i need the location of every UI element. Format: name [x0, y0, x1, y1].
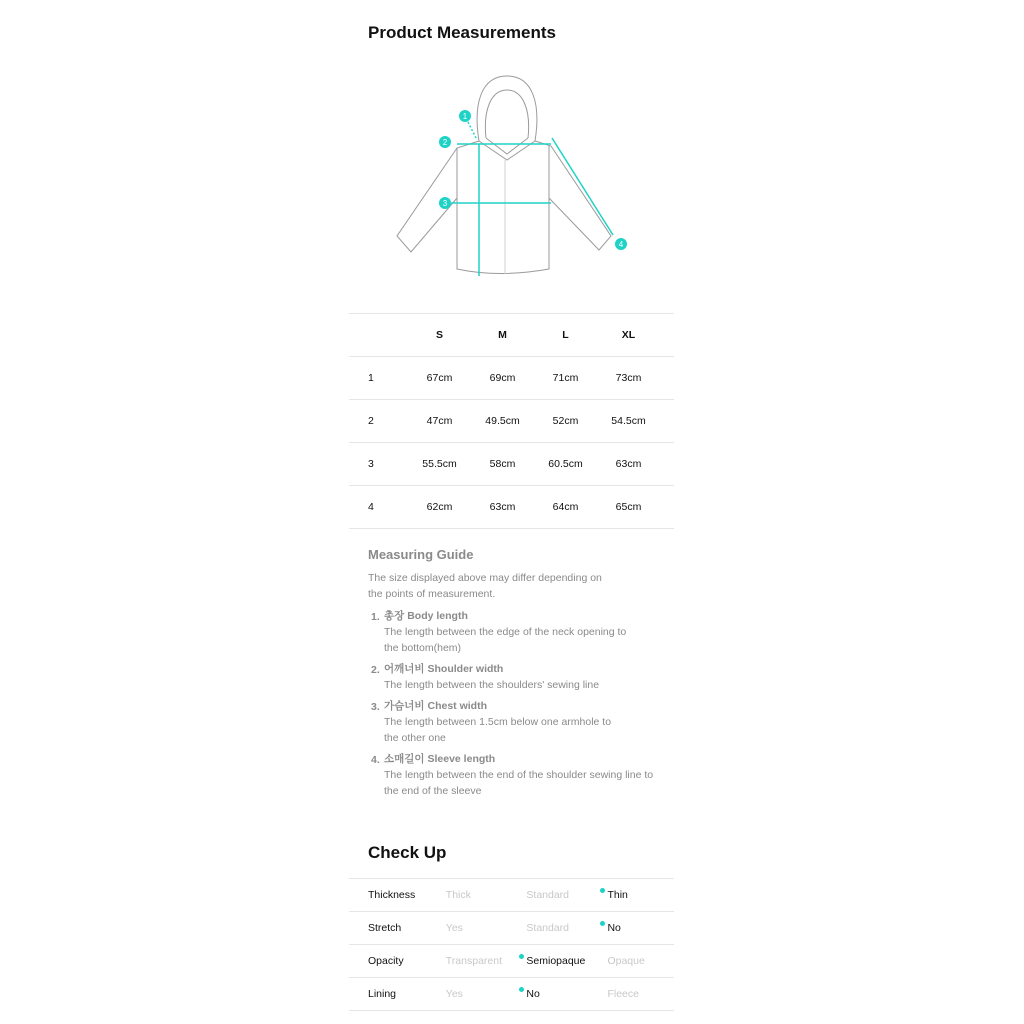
option-text: Yes: [445, 922, 463, 934]
checkup-label: Stretch: [349, 912, 439, 945]
table-cell: 52cm: [534, 400, 597, 443]
checkup-option: [519, 879, 600, 912]
list-item: [368, 752, 668, 799]
table-cell: 55.5cm: [408, 443, 471, 486]
checkup-option: [439, 879, 520, 912]
measure-markers: [439, 110, 627, 250]
marker-3-label: 3: [442, 199, 448, 208]
table-cell: 54.5cm: [597, 400, 660, 443]
guide-item-label: 총장 Body length: [384, 610, 468, 622]
guide-item-label: 소매길이 Sleeve length: [384, 753, 496, 765]
table-pad: [660, 400, 674, 443]
sleeve-length-line: [552, 138, 613, 235]
table-row: [349, 945, 674, 978]
measuring-guide: [368, 547, 668, 805]
marker-4-label: 4: [618, 240, 624, 249]
option-text: Transparent: [445, 955, 503, 967]
table-cell: 47cm: [408, 400, 471, 443]
table-cell: 65cm: [597, 486, 660, 529]
header-pad: [660, 314, 674, 357]
option-text: Standard: [526, 889, 570, 901]
size-table: [349, 313, 674, 529]
option-text: Yes: [445, 988, 463, 1000]
header-size-m: M: [471, 314, 534, 357]
guide-item-number: 2.: [371, 664, 380, 676]
option-text: No: [526, 988, 540, 1000]
option-text: Opaque: [607, 955, 645, 967]
table-cell: 62cm: [408, 486, 471, 529]
option-text: Fleece: [607, 988, 639, 1000]
jacket-outline: [397, 76, 611, 274]
checkup-option: [600, 978, 674, 1011]
jacket-diagram: [389, 64, 639, 294]
guide-item-desc: The length between the edge of the neck opening to the bottom(hem): [384, 626, 627, 654]
guide-item-number: 1.: [371, 611, 380, 623]
option-text: Semiopaque: [526, 955, 586, 967]
list-item: [368, 662, 668, 693]
list-item: [368, 699, 668, 746]
guide-title: Measuring Guide: [368, 547, 474, 562]
marker-1-label: 1: [462, 112, 468, 121]
table-row: [349, 357, 674, 400]
table-cell: 71cm: [534, 357, 597, 400]
row-label: 4: [349, 486, 408, 529]
checkup-option: [600, 879, 674, 912]
checkup-label: Lining: [349, 978, 439, 1011]
selected-dot-icon: [519, 987, 524, 992]
table-cell: 49.5cm: [471, 400, 534, 443]
header-size-s: S: [408, 314, 471, 357]
guide-intro: The size displayed above may differ depending on the points of measurement.: [368, 572, 602, 600]
option-text: Standard: [526, 922, 570, 934]
guide-item-desc: The length between the shoulders' sewing line: [384, 679, 600, 691]
checkup-option: [519, 912, 600, 945]
table-pad: [660, 486, 674, 529]
marker-2-label: 2: [442, 138, 448, 147]
size-header-row: [349, 314, 674, 357]
checkup-option: [519, 945, 600, 978]
guide-item-desc: The length between 1.5cm below one armhole to the other one: [384, 716, 612, 744]
header-blank: [349, 314, 408, 357]
header-size-l: L: [534, 314, 597, 357]
measure-lines: [451, 122, 613, 276]
checkup-title: Check Up: [368, 843, 447, 862]
guide-item-number: 4.: [371, 754, 380, 766]
table-cell: 63cm: [471, 486, 534, 529]
checkup-option: [519, 978, 600, 1011]
guide-item-number: 3.: [371, 701, 380, 713]
table-cell: 64cm: [534, 486, 597, 529]
table-cell: 69cm: [471, 357, 534, 400]
table-row: [349, 400, 674, 443]
table-row: [349, 879, 674, 912]
table-row: [349, 978, 674, 1011]
table-cell: 58cm: [471, 443, 534, 486]
selected-dot-icon: [600, 921, 605, 926]
checkup-label: Opacity: [349, 945, 439, 978]
guide-item-desc: The length between the end of the shoulder sewing line to the end of the sleeve: [384, 769, 654, 797]
measurements-title: Product Measurements: [368, 23, 556, 42]
option-text: Thin: [607, 889, 628, 901]
table-cell: 73cm: [597, 357, 660, 400]
table-row: [349, 486, 674, 529]
table-cell: 63cm: [597, 443, 660, 486]
row-label: 2: [349, 400, 408, 443]
checkup-option: [439, 912, 520, 945]
row-label: 3: [349, 443, 408, 486]
table-cell: 60.5cm: [534, 443, 597, 486]
guide-item-label: 어깨너비 Shoulder width: [384, 663, 504, 675]
list-item: [368, 609, 668, 656]
table-pad: [660, 443, 674, 486]
table-pad: [660, 357, 674, 400]
checkup-option: [439, 945, 520, 978]
option-text: Thick: [445, 889, 471, 901]
checkup-label: Thickness: [349, 879, 439, 912]
option-text: No: [607, 922, 621, 934]
guide-item-label: 가슴너비 Chest width: [384, 700, 487, 712]
table-row: [349, 912, 674, 945]
selected-dot-icon: [600, 888, 605, 893]
body-length-pointer: [468, 122, 477, 140]
selected-dot-icon: [519, 954, 524, 959]
checkup-table: [349, 878, 674, 1011]
table-row: [349, 443, 674, 486]
checkup-option: [600, 945, 674, 978]
table-cell: 67cm: [408, 357, 471, 400]
header-size-xl: XL: [597, 314, 660, 357]
checkup-option: [439, 978, 520, 1011]
guide-list: [368, 609, 668, 799]
checkup-option: [600, 912, 674, 945]
row-label: 1: [349, 357, 408, 400]
